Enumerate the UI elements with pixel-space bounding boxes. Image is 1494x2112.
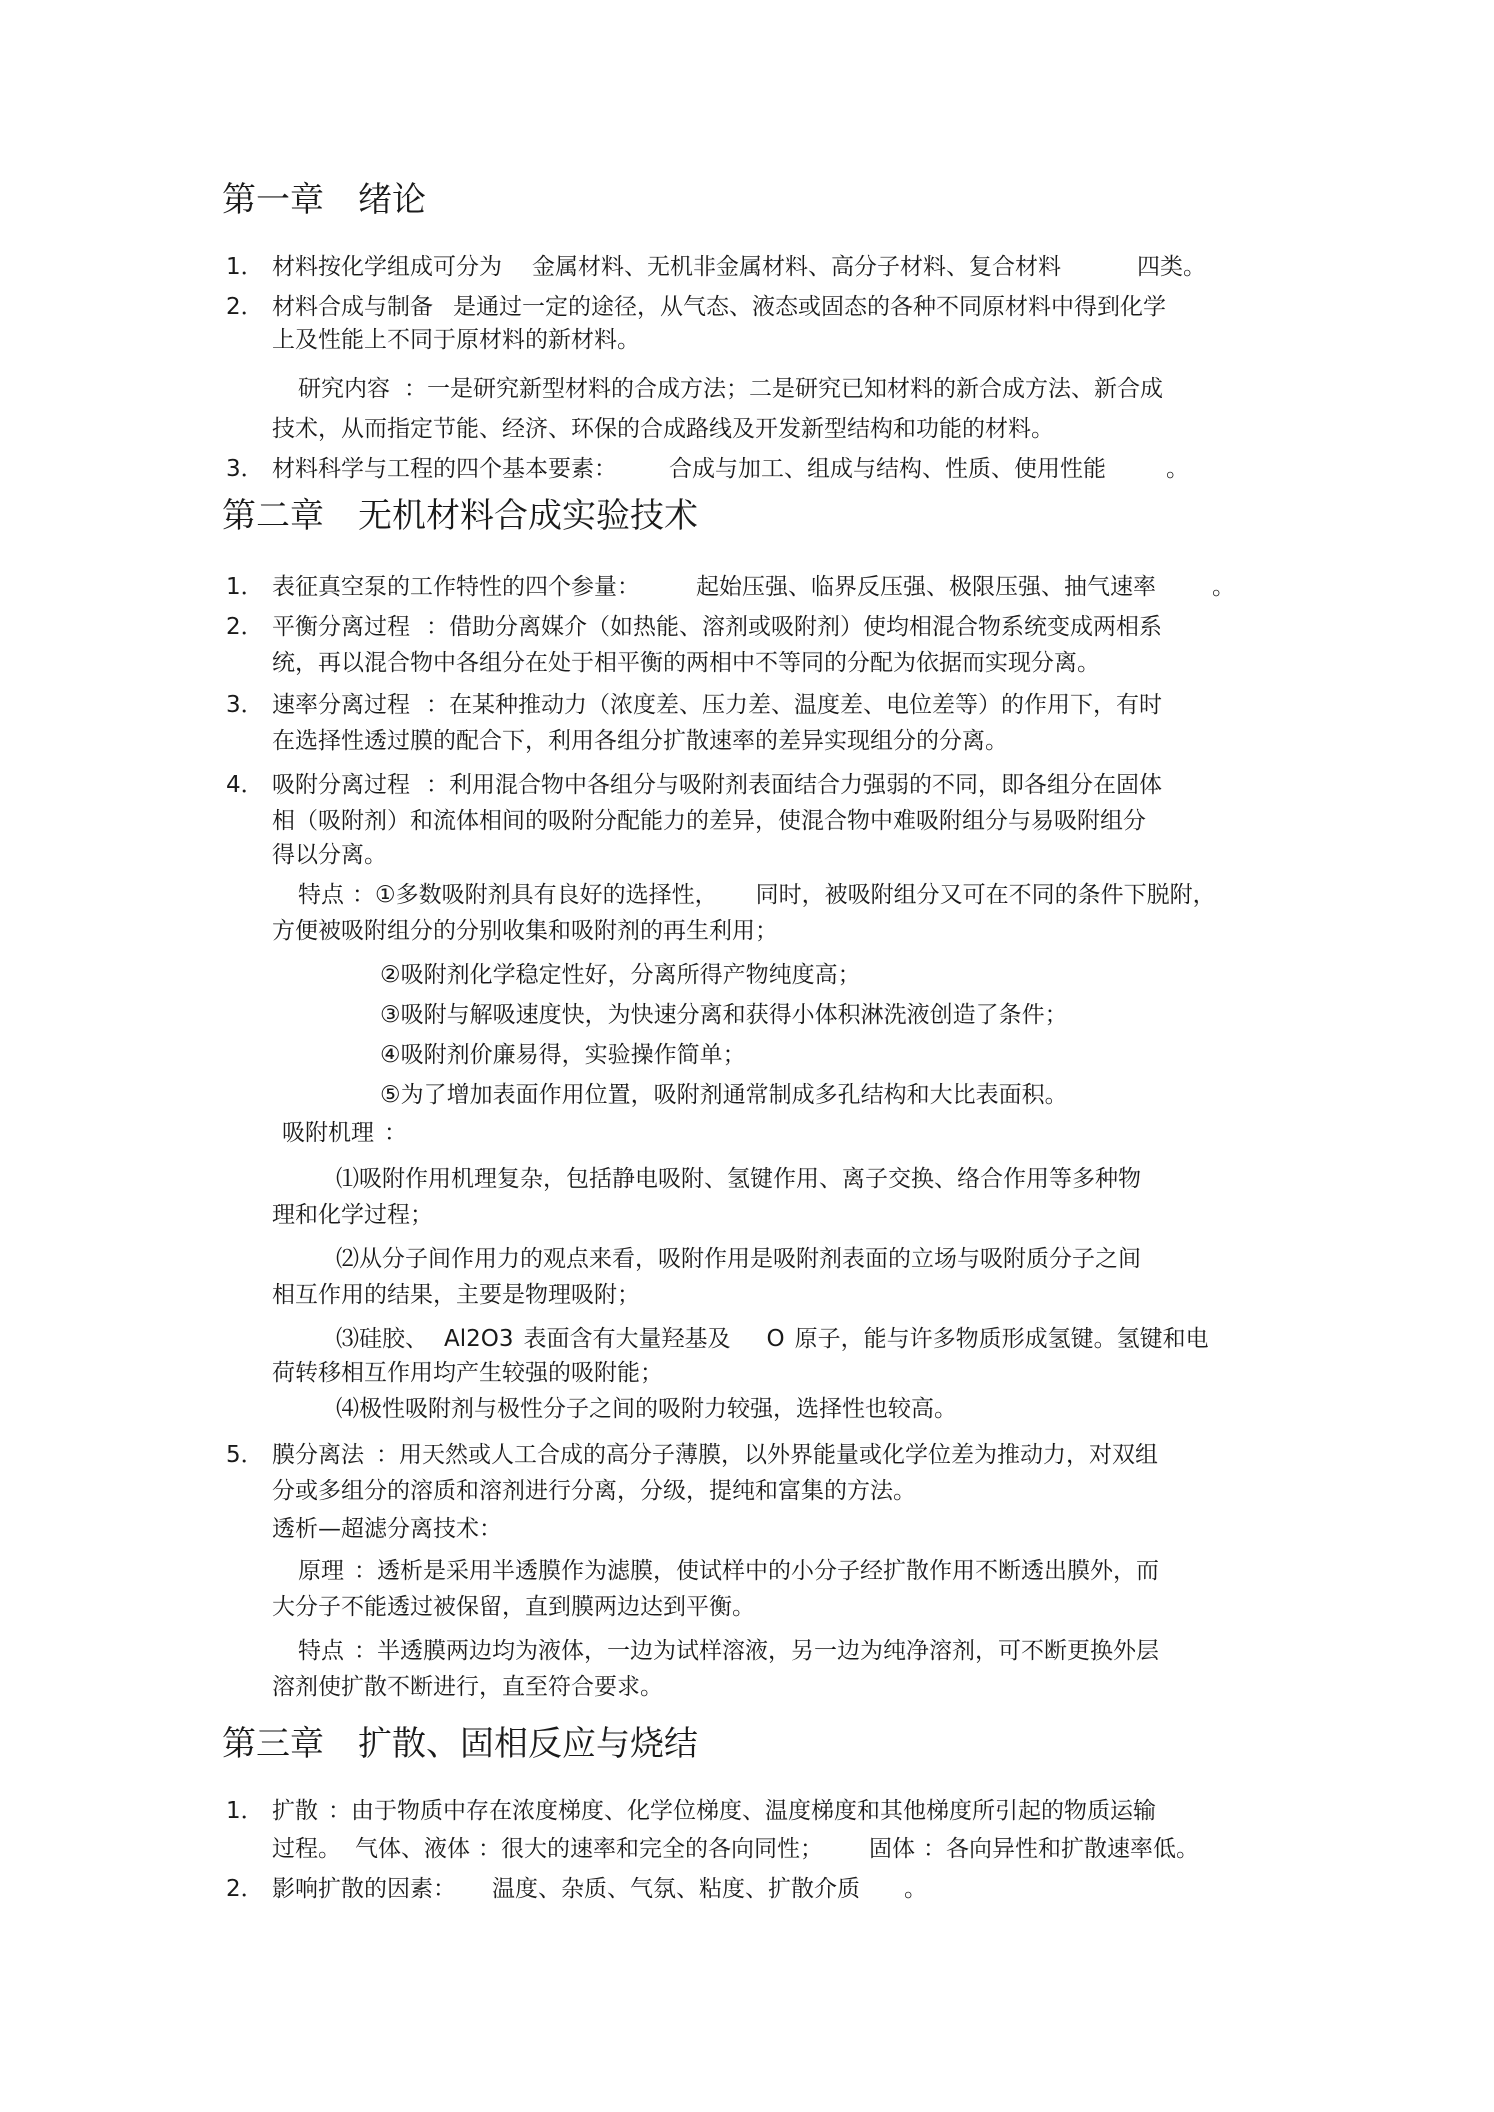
item-number: 1． (226, 254, 264, 280)
paragraph-line: 特点 ：半透膜两边均为液体，一边为试样溶液，另一边为纯净溶剂，可不断更换外层 (298, 1638, 1159, 1664)
paragraph-line: 表征真空泵的工作特性的四个参量： 起始压强、临界反压强、极限压强、抽气速率 。 (272, 574, 1235, 600)
paragraph-line: 溶剂使扩散不断进行，直至符合要求。 (272, 1674, 663, 1700)
paragraph-line: 吸附机理 ： (282, 1120, 407, 1146)
chapter-2-title: 第二章 无机材料合成实验技术 (222, 496, 698, 536)
item-number: 4． (226, 772, 264, 798)
paragraph-line: 分或多组分的溶质和溶剂进行分离，分级，提纯和富集的方法。 (272, 1478, 916, 1504)
paragraph-line: 方便被吸附组分的分别收集和吸附剂的再生利用； (272, 918, 778, 944)
paragraph-line: 荷转移相互作用均产生较强的吸附能； (272, 1360, 663, 1386)
paragraph-line: 过程。 气体、液体 ：很大的速率和完全的各向同性； 固体 ：各向异性和扩散速率低。 (272, 1836, 1199, 1862)
paragraph-line: ③吸附与解吸速度快，为快速分离和获得小体积淋洗液创造了条件； (380, 1002, 1068, 1028)
paragraph-line: 材料按化学组成可分为 金属材料、无机非金属材料、高分子材料、复合材料 四类。 (272, 254, 1206, 280)
paragraph-line: 统，再以混合物中各组分在处于相平衡的两相中不等同的分配为依据而实现分离。 (272, 650, 1100, 676)
paragraph-line: 原理 ：透析是采用半透膜作为滤膜，使试样中的小分子经扩散作用不断透出膜外，而 (298, 1558, 1159, 1584)
item-number: 5． (226, 1442, 264, 1468)
paragraph-line: 影响扩散的因素： 温度、杂质、气氛、粘度、扩散介质 。 (272, 1876, 927, 1902)
paragraph-line: 速率分离过程 ：在某种推动力（浓度差、压力差、温度差、电位差等）的作用下，有时 (272, 692, 1162, 718)
paragraph-line: 透析—超滤分离技术： (272, 1516, 502, 1542)
item-number: 2． (226, 614, 264, 640)
item-number: 3． (226, 456, 264, 482)
item-number: 2． (226, 1876, 264, 1902)
paragraph-line: ⑶硅胶、 Al2O3 表面含有大量羟基及 O 原子，能与许多物质形成氢键。氢键和电 (336, 1326, 1209, 1352)
paragraph-line: 扩散 ：由于物质中存在浓度梯度、化学位梯度、温度梯度和其他梯度所引起的物质运输 (272, 1798, 1156, 1824)
paragraph-line: 上及性能上不同于原材料的新材料。 (272, 327, 640, 353)
paragraph-line: ②吸附剂化学稳定性好，分离所得产物纯度高； (380, 962, 861, 988)
paragraph-line: 相互作用的结果，主要是物理吸附； (272, 1282, 640, 1308)
paragraph-line: 理和化学过程； (272, 1202, 433, 1228)
chapter-1-title: 第一章 绪论 (222, 180, 426, 220)
paragraph-line: 平衡分离过程 ：借助分离媒介（如热能、溶剂或吸附剂）使均相混合物系统变成两相系 (272, 614, 1162, 640)
paragraph-line: 材料科学与工程的四个基本要素： 合成与加工、组成与结构、性质、使用性能 。 (272, 456, 1189, 482)
paragraph-line: 材料合成与制备 是通过一定的途径，从气态、液态或固态的各种不同原材料中得到化学 (272, 294, 1166, 320)
item-number: 1． (226, 574, 264, 600)
paragraph-line: ⑷极性吸附剂与极性分子之间的吸附力较强，选择性也较高。 (336, 1396, 957, 1422)
paragraph-line: 得以分离。 (272, 842, 387, 868)
paragraph-line: ⑤为了增加表面作用位置，吸附剂通常制成多孔结构和大比表面积。 (380, 1082, 1068, 1108)
paragraph-line: 特点 ：①多数吸附剂具有良好的选择性， 同时，被吸附组分又可在不同的条件下脱附， (298, 882, 1216, 908)
paragraph-line: 吸附分离过程 ：利用混合物中各组分与吸附剂表面结合力强弱的不同，即各组分在固体 (272, 772, 1162, 798)
paragraph-line: ⑵从分子间作用力的观点来看，吸附作用是吸附剂表面的立场与吸附质分子之间 (336, 1246, 1141, 1272)
paragraph-line: 技术，从而指定节能、经济、环保的合成路线及开发新型结构和功能的材料。 (272, 416, 1054, 442)
item-number: 1． (226, 1798, 264, 1824)
paragraph-line: ⑴吸附作用机理复杂，包括静电吸附、氢键作用、离子交换、络合作用等多种物 (336, 1166, 1141, 1192)
item-number: 2． (226, 294, 264, 320)
paragraph-line: ④吸附剂价廉易得，实验操作简单； (380, 1042, 746, 1068)
paragraph-line: 在选择性透过膜的配合下，利用各组分扩散速率的差异实现组分的分离。 (272, 728, 1008, 754)
paragraph-line: 膜分离法 ：用天然或人工合成的高分子薄膜，以外界能量或化学位差为推动力，对双组 (272, 1442, 1158, 1468)
chapter-3-title: 第三章 扩散、固相反应与烧结 (222, 1724, 698, 1764)
paragraph-line: 相（吸附剂）和流体相间的吸附分配能力的差异，使混合物中难吸附组分与易吸附组分 (272, 808, 1146, 834)
item-number: 3． (226, 692, 264, 718)
paragraph-line: 大分子不能透过被保留，直到膜两边达到平衡。 (272, 1594, 755, 1620)
paragraph-line: 研究内容 ：一是研究新型材料的合成方法；二是研究已知材料的新合成方法、新合成 (298, 376, 1163, 402)
